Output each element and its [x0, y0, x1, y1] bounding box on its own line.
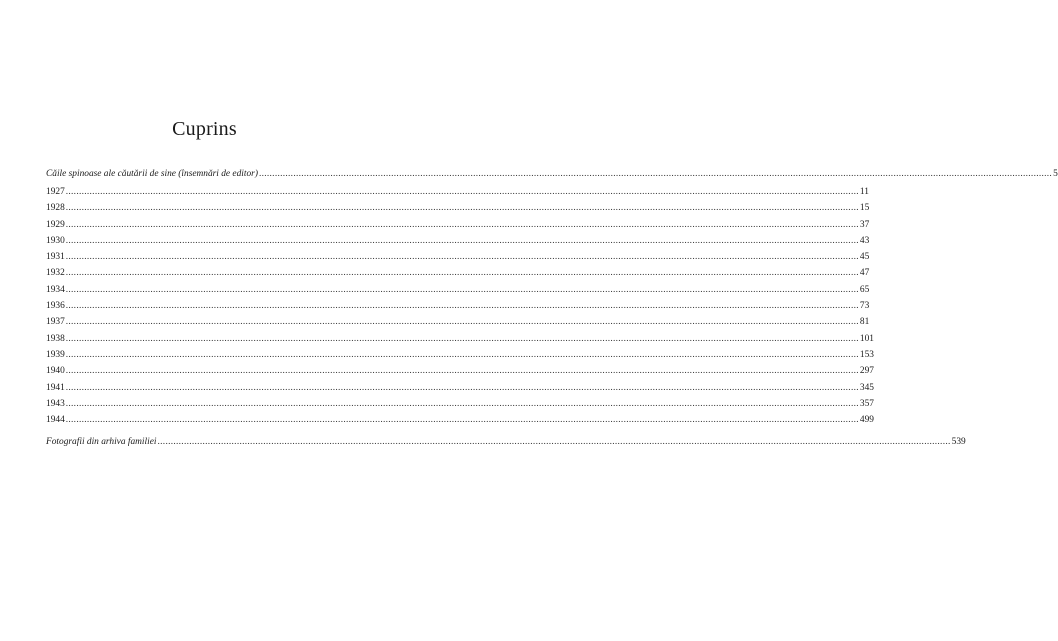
toc-entry: [46, 396, 874, 412]
toc-entry: [46, 314, 870, 330]
toc-entry-label: 1944: [46, 415, 65, 426]
toc-entry-label: 1929: [46, 219, 65, 230]
dot-leader: ............................................................................................................................................................................................................................................................................................................: [65, 252, 859, 263]
toc-entry-page: 43: [859, 235, 870, 246]
toc-entry-label: 1940: [46, 366, 65, 377]
toc-entry-page: 499: [859, 415, 874, 426]
toc-entry-label: Fotografii din arhiva familiei: [46, 437, 157, 447]
toc-entry: [46, 265, 870, 281]
toc-entry-page: 153: [859, 349, 874, 360]
toc-entry-label: 1937: [46, 317, 65, 328]
toc-entry-page: 345: [859, 382, 874, 393]
toc-entry-page: 45: [859, 252, 870, 263]
toc-entry-page: 81: [859, 317, 870, 328]
toc-year-list: [46, 184, 874, 428]
toc-entry-page: 357: [859, 398, 874, 409]
dot-leader: ............................................................................................................................................................................................................................................................................................................: [65, 398, 859, 409]
toc-entry: [46, 298, 870, 314]
toc-editor-section: [46, 166, 1058, 182]
dot-leader: ............................................................................................................................................................................................................................................................................................................: [65, 317, 859, 328]
toc-entry-page: 297: [859, 366, 874, 377]
toc-entry-page: 101: [859, 333, 874, 344]
dot-leader: ............................................................................................................................................................................................................................................................................................................: [65, 235, 859, 246]
toc-entry: [46, 347, 874, 363]
toc-photos-section: [46, 434, 966, 450]
toc-entry: [46, 380, 874, 396]
toc-entry: [46, 282, 870, 298]
dot-leader: ............................................................................................................................................................................................................................................................................................................: [258, 169, 1053, 179]
dot-leader: ............................................................................................................................................................................................................................................................................................................: [65, 284, 859, 295]
dot-leader: ............................................................................................................................................................................................................................................................................................................: [65, 187, 859, 197]
toc-entry: [46, 363, 874, 379]
dot-leader: ............................................................................................................................................................................................................................................................................................................: [65, 366, 859, 377]
toc-entry-page: 47: [859, 268, 870, 279]
toc-entry-label: 1931: [46, 252, 65, 263]
toc-entry-label: 1943: [46, 398, 65, 409]
dot-leader: ............................................................................................................................................................................................................................................................................................................: [65, 219, 859, 230]
toc-entry-label: 1936: [46, 301, 65, 312]
toc-entry-label: 1934: [46, 284, 65, 295]
toc-entry-photos: [46, 434, 966, 450]
toc-entry-label: 1939: [46, 349, 65, 360]
page-title: Cuprins: [172, 118, 237, 140]
toc-entry: [46, 412, 874, 428]
toc-entry-editor-notes: [46, 166, 1058, 182]
dot-leader: ............................................................................................................................................................................................................................................................................................................: [157, 437, 951, 447]
toc-entry-page: 5: [1053, 169, 1058, 179]
toc-entry-label: 1941: [46, 382, 65, 393]
dot-leader: ............................................................................................................................................................................................................................................................................................................: [65, 301, 859, 312]
toc-entry-page: 73: [859, 301, 870, 312]
toc-entry-page: 37: [859, 219, 870, 230]
toc-entry-label: 1938: [46, 333, 65, 344]
toc-entry: [46, 200, 870, 216]
toc-entry: [46, 233, 870, 249]
toc-entry-label: 1927: [46, 187, 65, 197]
toc-entry: [46, 217, 870, 233]
toc-entry-label: Căile spinoase ale căutării de sine (însemnări de editor): [46, 169, 258, 179]
toc-entry: [46, 331, 874, 347]
toc-entry: [46, 249, 870, 265]
dot-leader: ............................................................................................................................................................................................................................................................................................................: [65, 415, 859, 426]
toc-entry-page: 11: [859, 187, 869, 197]
dot-leader: ............................................................................................................................................................................................................................................................................................................: [65, 268, 859, 279]
toc-entry-page: 65: [859, 284, 870, 295]
toc-entry-label: 1930: [46, 235, 65, 246]
toc-entry-page: 15: [859, 203, 870, 214]
dot-leader: ............................................................................................................................................................................................................................................................................................................: [65, 203, 859, 214]
toc-entry-page: 539: [951, 437, 966, 447]
toc-entry-label: 1928: [46, 203, 65, 214]
dot-leader: ............................................................................................................................................................................................................................................................................................................: [65, 349, 859, 360]
dot-leader: ............................................................................................................................................................................................................................................................................................................: [65, 382, 859, 393]
toc-entry: [46, 184, 869, 200]
dot-leader: ............................................................................................................................................................................................................................................................................................................: [65, 333, 859, 344]
toc-entry-label: 1932: [46, 268, 65, 279]
